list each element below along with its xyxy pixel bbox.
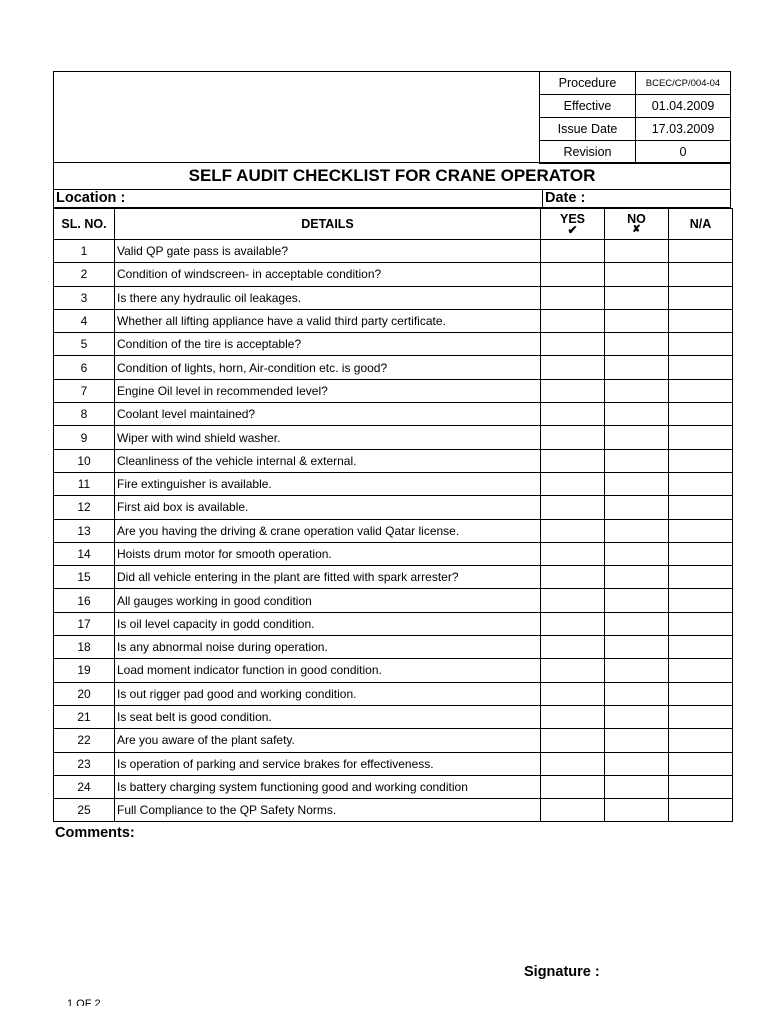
cell-yes[interactable] [541,752,605,775]
cell-yes[interactable] [541,566,605,589]
cell-na[interactable] [669,379,733,402]
cell-na[interactable] [669,612,733,635]
col-yes [541,209,605,240]
row-number: 14 [54,542,115,565]
cell-yes[interactable] [541,682,605,705]
cell-na[interactable] [669,659,733,682]
comments-label: Comments: [55,825,135,841]
cell-na[interactable] [669,705,733,728]
cell-yes[interactable] [541,426,605,449]
meta-label: Effective [540,95,636,118]
cell-no[interactable] [605,729,669,752]
meta-value: 0 [636,141,731,164]
table-row [54,263,733,286]
cell-na[interactable] [669,263,733,286]
cell-yes[interactable] [541,472,605,495]
meta-label: Procedure [540,72,636,95]
row-number: 6 [54,356,115,379]
row-detail: Condition of lights, horn, Air-condition etc. is good? [115,356,541,379]
row-number: 8 [54,403,115,426]
cell-na[interactable] [669,682,733,705]
cell-yes[interactable] [541,519,605,542]
cell-no[interactable] [605,403,669,426]
col-details: DETAILS [115,209,541,240]
cell-na[interactable] [669,566,733,589]
table-row [54,542,733,565]
row-detail: Coolant level maintained? [115,403,541,426]
cell-na[interactable] [669,496,733,519]
cell-yes[interactable] [541,659,605,682]
table-row [54,729,733,752]
cell-no[interactable] [605,775,669,798]
table-row [54,752,733,775]
meta-value: BCEC/CP/004-04 [636,72,731,95]
meta-row [540,95,731,118]
row-detail: Condition of the tire is acceptable? [115,333,541,356]
cell-na[interactable] [669,729,733,752]
table-row [54,775,733,798]
cell-yes[interactable] [541,612,605,635]
document-meta-table [539,71,731,164]
cell-no[interactable] [605,472,669,495]
row-detail: Is any abnormal noise during operation. [115,636,541,659]
row-detail: First aid box is available. [115,496,541,519]
row-detail: Wiper with wind shield washer. [115,426,541,449]
row-number: 4 [54,309,115,332]
cell-na[interactable] [669,309,733,332]
cell-na[interactable] [669,449,733,472]
table-row [54,309,733,332]
cell-no[interactable] [605,752,669,775]
row-number: 2 [54,263,115,286]
cell-yes[interactable] [541,403,605,426]
col-sl-no: SL. NO. [54,209,115,240]
row-number: 17 [54,612,115,635]
meta-value: 01.04.2009 [636,95,731,118]
table-row [54,240,733,263]
table-row [54,589,733,612]
col-na: N/A [669,209,733,240]
row-detail: Load moment indicator function in good condition. [115,659,541,682]
table-row [54,612,733,635]
row-detail: Are you having the driving & crane operation valid Qatar license. [115,519,541,542]
table-row [54,519,733,542]
cell-no[interactable] [605,612,669,635]
cell-no[interactable] [605,333,669,356]
row-number: 22 [54,729,115,752]
row-number: 16 [54,589,115,612]
location-label: Location : [56,190,126,206]
table-row [54,403,733,426]
row-detail: Whether all lifting appliance have a valid third party certificate. [115,309,541,332]
table-row [54,682,733,705]
check-mark-icon: ✔ [567,223,578,237]
table-row [54,659,733,682]
row-number: 18 [54,636,115,659]
cell-yes[interactable] [541,496,605,519]
meta-value: 17.03.2009 [636,118,731,141]
row-number: 19 [54,659,115,682]
cell-na[interactable] [669,775,733,798]
checklist-header-row [54,209,733,240]
cross-mark-icon: ✘ [632,224,641,235]
cell-na[interactable] [669,403,733,426]
row-number: 23 [54,752,115,775]
cell-na[interactable] [669,333,733,356]
row-number: 10 [54,449,115,472]
row-number: 13 [54,519,115,542]
table-row [54,636,733,659]
row-detail: Full Compliance to the QP Safety Norms. [115,799,541,822]
meta-row [540,118,731,141]
table-row [54,799,733,822]
row-detail: Fire extinguisher is available. [115,472,541,495]
row-number: 3 [54,286,115,309]
row-detail: Is battery charging system functioning good and working condition [115,775,541,798]
table-row [54,705,733,728]
cell-na[interactable] [669,636,733,659]
row-detail: Cleanliness of the vehicle internal & external. [115,449,541,472]
table-row [54,449,733,472]
cell-yes[interactable] [541,263,605,286]
cell-na[interactable] [669,426,733,449]
cell-no[interactable] [605,379,669,402]
cell-no[interactable] [605,449,669,472]
row-detail: Is oil level capacity in godd condition. [115,612,541,635]
meta-label: Revision [540,141,636,164]
row-number: 9 [54,426,115,449]
cell-no[interactable] [605,542,669,565]
cell-na[interactable] [669,240,733,263]
cell-no[interactable] [605,589,669,612]
table-row [54,496,733,519]
cell-yes[interactable] [541,240,605,263]
cell-no[interactable] [605,426,669,449]
row-number: 24 [54,775,115,798]
meta-row [540,72,731,95]
table-row [54,379,733,402]
cell-yes[interactable] [541,636,605,659]
cell-yes[interactable] [541,775,605,798]
row-detail: Valid QP gate pass is available? [115,240,541,263]
cell-yes[interactable] [541,729,605,752]
row-number: 1 [54,240,115,263]
cell-na[interactable] [669,589,733,612]
cell-yes[interactable] [541,542,605,565]
row-number: 7 [54,379,115,402]
row-detail: All gauges working in good condition [115,589,541,612]
table-row [54,472,733,495]
signature-label: Signature : [524,964,600,980]
cell-yes[interactable] [541,449,605,472]
page-number: 1 OF 2 [67,998,101,1006]
row-number: 20 [54,682,115,705]
row-number: 25 [54,799,115,822]
row-number: 15 [54,566,115,589]
cell-na[interactable] [669,472,733,495]
col-no [605,209,669,240]
row-detail: Is seat belt is good condition. [115,705,541,728]
cell-na[interactable] [669,799,733,822]
cell-no[interactable] [605,263,669,286]
row-number: 21 [54,705,115,728]
row-detail: Is operation of parking and service brakes for effectiveness. [115,752,541,775]
row-detail: Condition of windscreen- in acceptable condition? [115,263,541,286]
cell-na[interactable] [669,519,733,542]
meta-label: Issue Date [540,118,636,141]
meta-row [540,141,731,164]
cell-yes[interactable] [541,705,605,728]
row-detail: Engine Oil level in recommended level? [115,379,541,402]
cell-no[interactable] [605,309,669,332]
row-detail: Are you aware of the plant safety. [115,729,541,752]
row-detail: Hoists drum motor for smooth operation. [115,542,541,565]
row-detail: Is there any hydraulic oil leakages. [115,286,541,309]
table-row [54,333,733,356]
cell-yes[interactable] [541,286,605,309]
cell-no[interactable] [605,286,669,309]
row-detail: Did all vehicle entering in the plant are fitted with spark arrester? [115,566,541,589]
table-row [54,356,733,379]
col-yes-label: YES [559,212,585,226]
cell-na[interactable] [669,286,733,309]
row-detail: Is out rigger pad good and working condition. [115,682,541,705]
table-row [54,426,733,449]
document-title: SELF AUDIT CHECKLIST FOR CRANE OPERATOR [53,163,731,190]
cell-yes[interactable] [541,333,605,356]
cell-yes[interactable] [541,799,605,822]
cell-no[interactable] [605,496,669,519]
row-number: 12 [54,496,115,519]
cell-no[interactable] [605,636,669,659]
row-number: 5 [54,333,115,356]
cell-yes[interactable] [541,379,605,402]
cell-na[interactable] [669,752,733,775]
location-date-row [53,190,731,208]
cell-yes[interactable] [541,309,605,332]
checklist-table [53,208,733,822]
cell-no[interactable] [605,682,669,705]
cell-no[interactable] [605,659,669,682]
cell-no[interactable] [605,799,669,822]
cell-no[interactable] [605,705,669,728]
cell-yes[interactable] [541,356,605,379]
cell-no[interactable] [605,356,669,379]
cell-no[interactable] [605,566,669,589]
date-label: Date : [542,190,585,207]
table-row [54,566,733,589]
col-no-label: NO [627,212,646,226]
row-number: 11 [54,472,115,495]
table-row [54,286,733,309]
cell-yes[interactable] [541,589,605,612]
cell-na[interactable] [669,542,733,565]
cell-no[interactable] [605,519,669,542]
cell-na[interactable] [669,356,733,379]
cell-no[interactable] [605,240,669,263]
